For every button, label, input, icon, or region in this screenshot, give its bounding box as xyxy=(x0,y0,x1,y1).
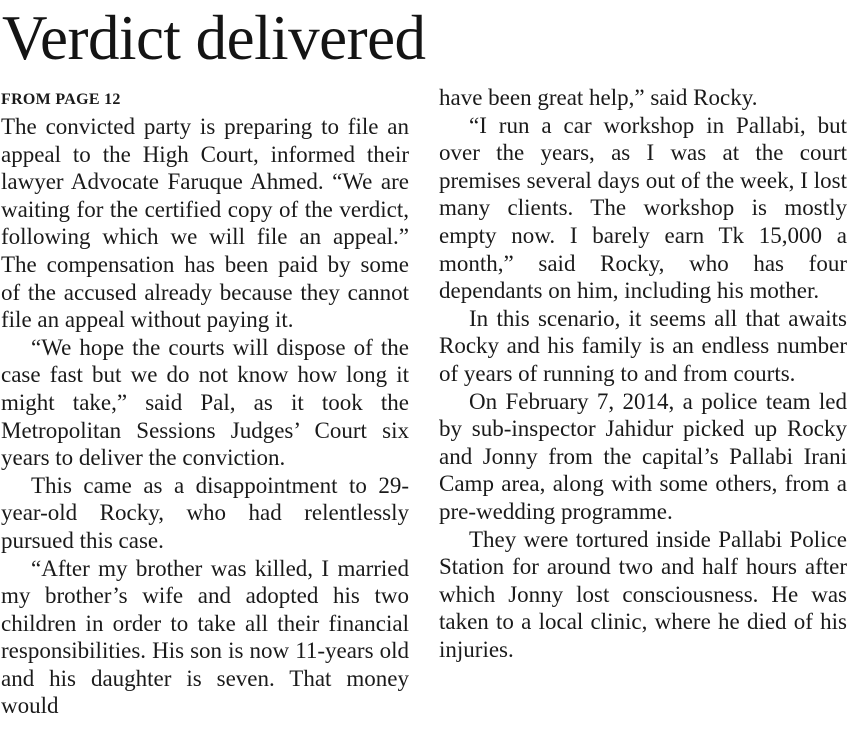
paragraph: have been great help,” said Rocky. xyxy=(439,85,758,110)
paragraph: They were tortured inside Pallabi Police Station for around two and half hours after which Jonny lost consciousness. He was taken to a local clinic, where he died of his injuries. xyxy=(439,526,847,662)
paragraph: This came as a disappointment to 29-year-old Rocky, who had relentlessly pursued this case. xyxy=(1,472,409,553)
paragraph: On February 7, 2014, a police team led by sub-inspector Jahidur picked up Rocky and Jonny from the capital’s Pallabi Irani Camp area, along with some others, from a pre-wedding programme. xyxy=(439,388,847,524)
paragraph: “We hope the courts will dispose of the case fast but we do not know how long it might take,” said Pal, as it took the Metropolitan Sessions Judges’ Court six years to deliver the conviction. xyxy=(1,334,409,471)
jump-line: FROM PAGE 12 xyxy=(1,91,121,108)
paragraph: In this scenario, it seems all that awaits Rocky and his family is an endless number of years of running to and from courts. xyxy=(439,305,847,386)
paragraph: “After my brother was killed, I married my brother’s wife and adopted his two children in order to take all their financial responsibilities. His son is now 11-years old and his daughter is seven. That money would xyxy=(1,555,409,719)
article-column-right xyxy=(439,84,847,663)
headline: Verdict delivered xyxy=(2,3,426,73)
article-column-left xyxy=(1,86,409,720)
paragraph: “I run a car workshop in Pallabi, but over the years, as I was at the court premises several days out of the week, I lost many clients. The workshop is mostly empty now. I barely earn Tk 15,000 a month,” said Rocky, who has four dependants on him, including his mother. xyxy=(439,112,847,304)
paragraph: The convicted party is preparing to file an appeal to the High Court, informed their lawyer Advocate Faruque Ahmed. “We are waiting for the certified copy of the verdict, following which we will file an appeal.” The compensation has been paid by some of the accused already because they cannot file an appeal without paying it. xyxy=(1,114,409,333)
